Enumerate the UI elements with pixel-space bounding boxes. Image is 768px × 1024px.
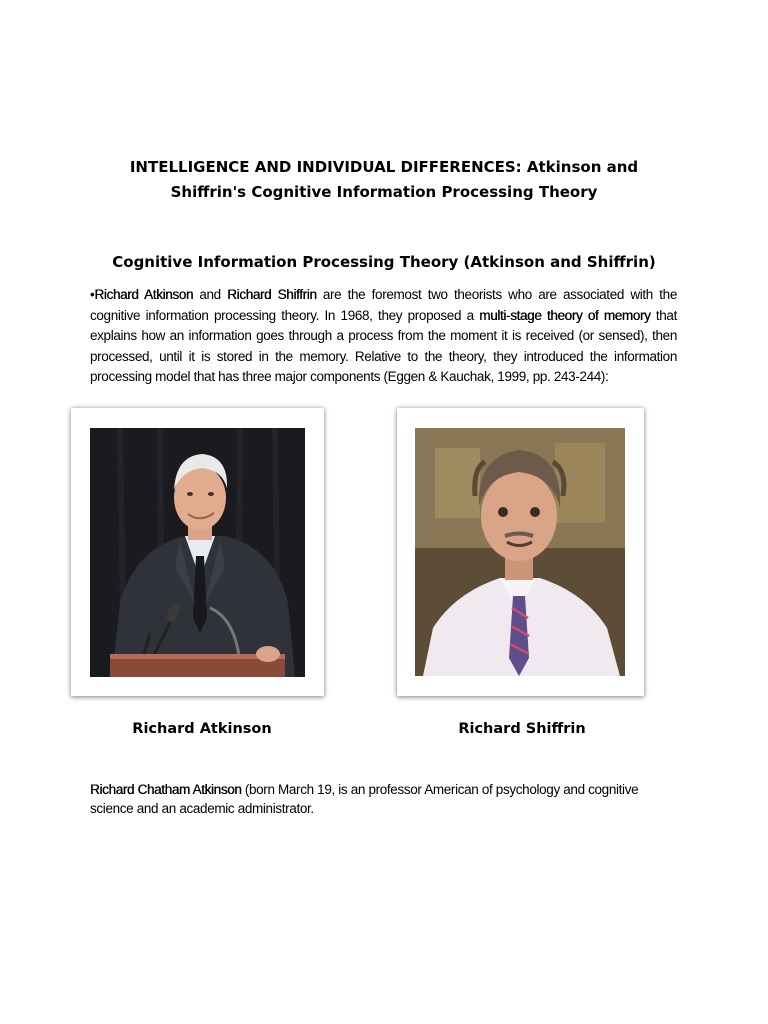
photo-frame-shiffrin: [397, 408, 644, 696]
section-heading: Cognitive Information Processing Theory (Atkinson and Shiffrin): [112, 253, 656, 271]
bio-paragraph: [90, 781, 680, 818]
bullet: •: [90, 287, 95, 302]
name-atkinson: Richard Atkinson: [94, 287, 194, 302]
intro-text-2: that explains how an information goes through a process from the moment it is received (or sensed), then processed, until it is stored in the memory. Relative to the theory, they introduced the information processing model that has three major components (Eggen & Kauchak, 1999, pp. 243-244):: [90, 307, 677, 384]
photo-frame-atkinson: [71, 408, 324, 696]
name-shiffrin: Richard Shiffrin: [227, 287, 317, 302]
bio-text: (born March 19, is an professor American of psychology and cognitive science and an academic administrator.: [90, 782, 639, 816]
bio-name: Richard Chatham Atkinson: [90, 782, 242, 797]
document-title: INTELLIGENCE AND INDIVIDUAL DIFFERENCES: Atkinson and Shiffrin's Cognitive Information Processing Theory: [129, 158, 639, 201]
intro-text-1: are the foremost two theorists who are associated with the cognitive information processing theory. In 1968, they proposed a: [90, 287, 677, 323]
caption-richard-atkinson: Richard Atkinson: [132, 721, 272, 737]
intro-paragraph: [90, 285, 677, 388]
caption-richard-shiffrin: Richard Shiffrin: [458, 721, 586, 737]
intro-and: and: [193, 287, 228, 302]
portrait-photo-shiffrin: [415, 428, 625, 676]
highlight-multi-stage-theory: multi-stage theory of memory: [479, 307, 651, 323]
portrait-photo-atkinson: [90, 428, 305, 677]
